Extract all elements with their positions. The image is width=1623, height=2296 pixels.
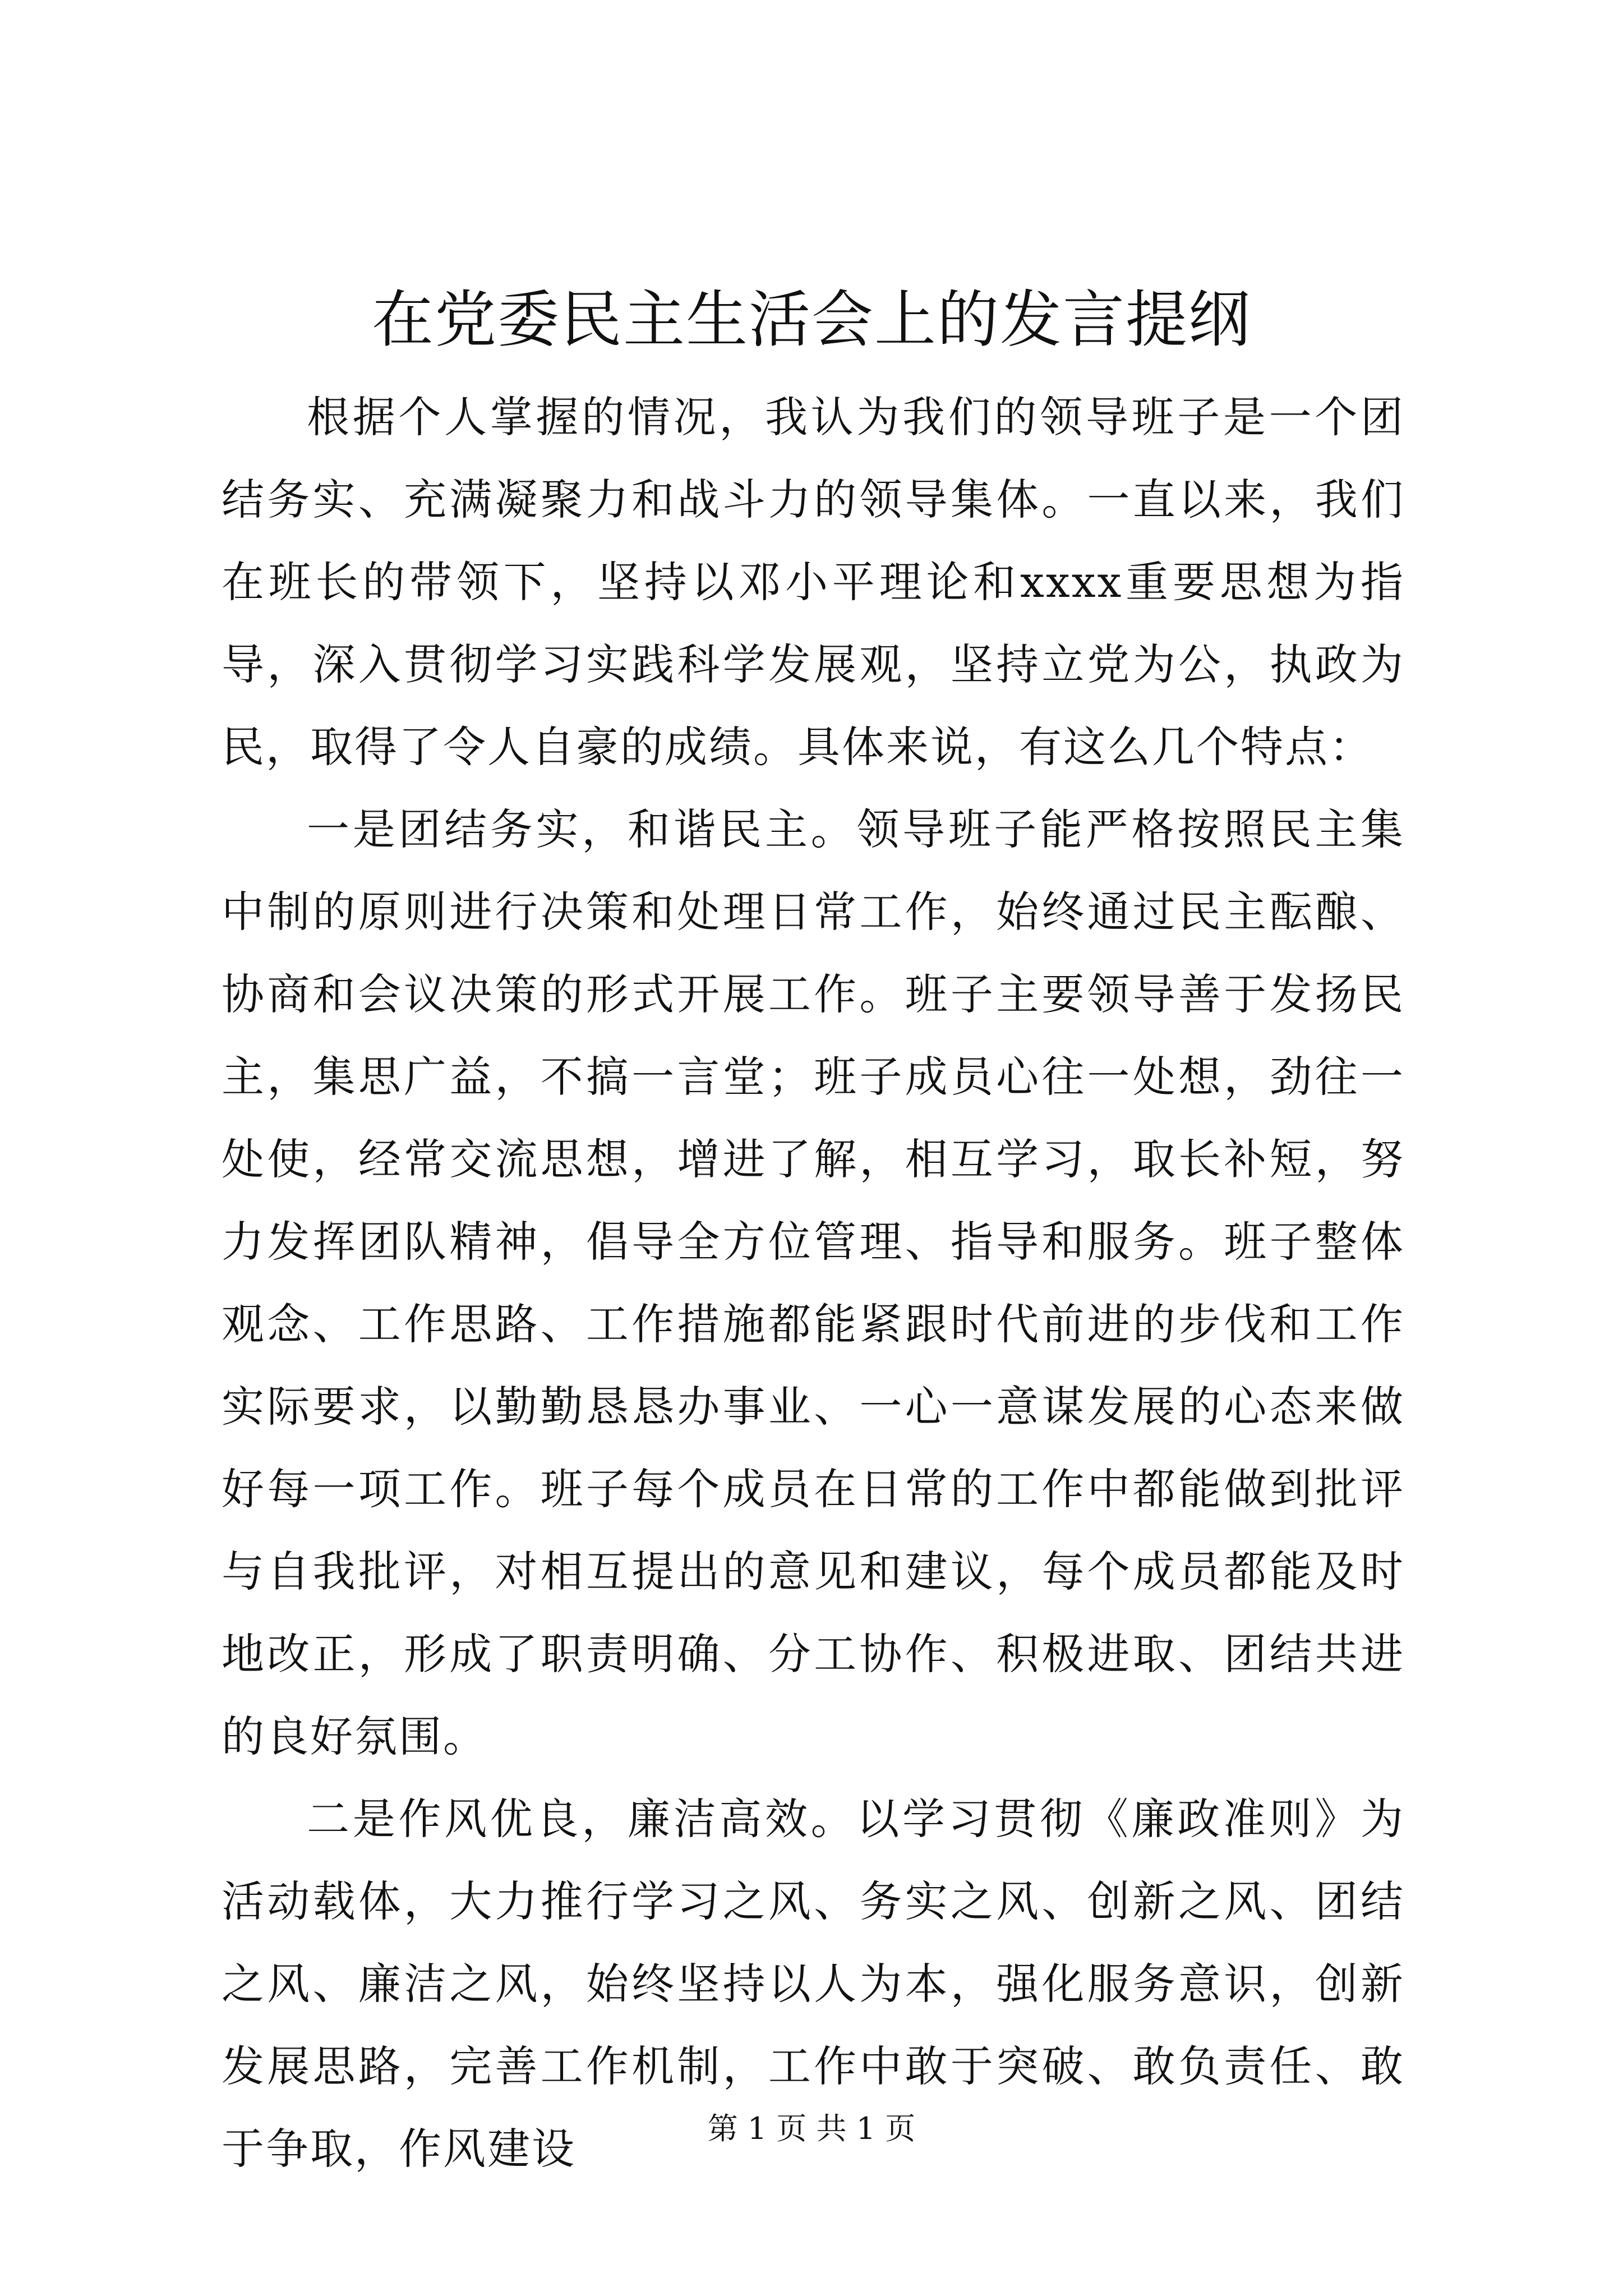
document-body (222, 376, 1405, 2190)
paragraph-point-one: 一是团结务实，和谐民主。领导班子能严格按照民主集中制的原则进行决策和处理日常工作，始终通过民主酝酿、协商和会议决策的形式开展工作。班子主要领导善于发扬民主，集思广益，不搞一言堂；班子成员心往一处想，劲往一处使，经常交流思想，增进了解，相互学习，取长补短，努力发挥团队精神，倡导全方位管理、指导和服务。班子整体观念、工作思路、工作措施都能紧跟时代前进的步伐和工作实际要求，以勤勤恳恳办事业、一心一意谋发展的心态来做好每一项工作。班子每个成员在日常的工作中都能做到批评与自我批评，对相互提出的意见和建议，每个成员都能及时地改正，形成了职责明确、分工协作、积极进取、团结共进的良好氛围。 (222, 804, 1405, 1761)
document-title: 在党委民主生活会上的发言提纲 (372, 284, 1251, 356)
page-footer: 第 1 页 共 1 页 (707, 2111, 916, 2146)
paragraph-point-two: 二是作风优良，廉洁高效。以学习贯彻《廉政准则》为活动载体，大力推行学习之风、务实之风、创新之风、团结之风、廉洁之风，始终坚持以人为本，强化服务意识，创新发展思路，完善工作机制，工作中敢于突破、敢负责任、敢于争取，作风建设 (222, 1794, 1405, 2174)
paragraph-intro: 根据个人掌握的情况，我认为我们的领导班子是一个团结务实、充满凝聚力和战斗力的领导集体。一直以来，我们在班长的带领下，坚持以邓小平理论和xxxx重要思想为指导，深入贯彻学习实践科学发展观，坚持立党为公，执政为民，取得了令人自豪的成绩。具体来说，有这么几个特点： (222, 392, 1405, 772)
